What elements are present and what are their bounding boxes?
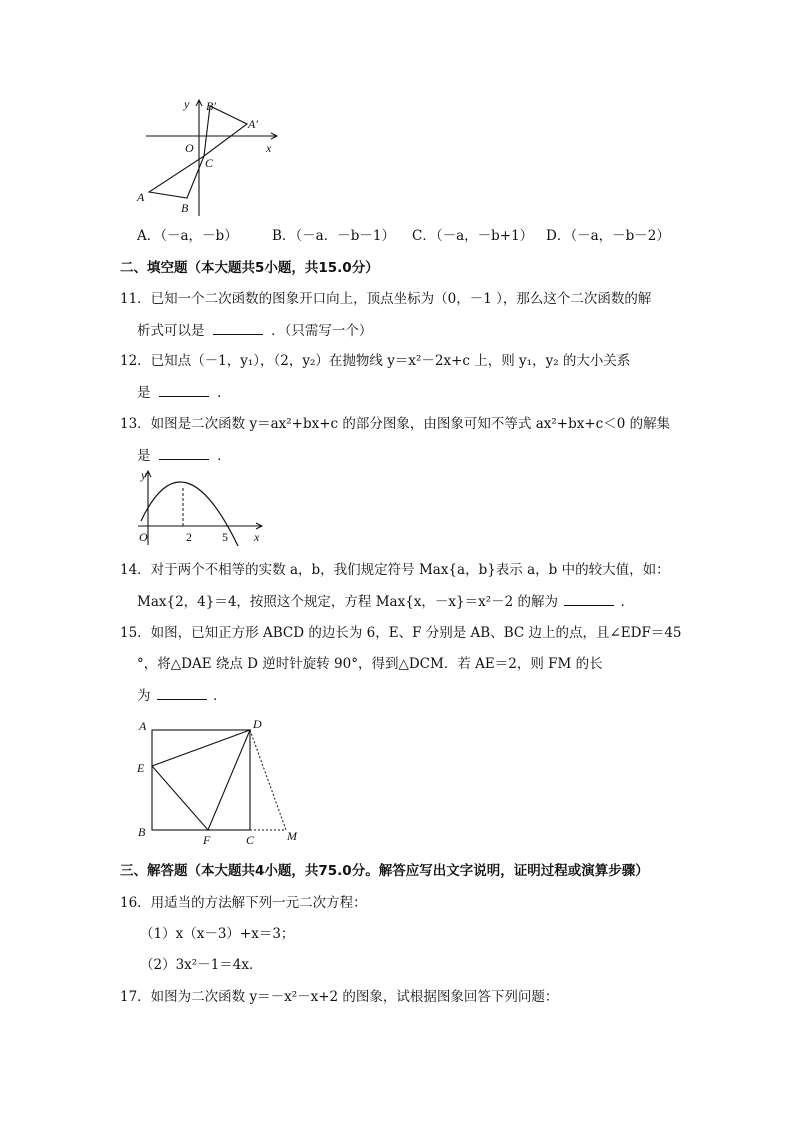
q15-answer-blank[interactable]	[157, 685, 207, 700]
q13-figure	[134, 467, 266, 547]
q12-line2	[137, 382, 231, 403]
triangle-a-prime-b-prime-c	[204, 106, 247, 156]
q13-line1: 13．如图是二次函数 y＝ax²+bx+c 的部分图象，由图象可知不等式 ax²+bx+c＜0 的解集	[120, 416, 671, 432]
label-d: D	[253, 717, 262, 731]
q15-line1: 15．如图，已知正方形 ABCD 的边长为 6，E、F 分别是 AB、BC 边上的点，且∠EDF＝45	[120, 625, 682, 641]
label-f: F	[203, 833, 211, 846]
q10-figure	[134, 94, 284, 218]
square-abcd	[152, 730, 250, 830]
label-c: C	[205, 156, 214, 170]
q16-part2: （2）3x²－1＝4x．	[140, 957, 263, 973]
section3-heading: 三、解答题（本大题共4小题，共75.0分。解答应写出文字说明，证明过程或演算步骤）	[120, 863, 649, 879]
q13-answer-blank[interactable]	[159, 445, 209, 460]
q11-suffix: ．（只需写一个）	[271, 323, 373, 339]
q12-suffix: ．	[217, 385, 231, 401]
q13-prefix: 是	[137, 448, 151, 464]
q17-stem: 17．如图为二次函数 y＝－x²－x+2 的图象，试根据图象回答下列问题：	[120, 989, 559, 1005]
label-a-prime: A′	[248, 117, 258, 131]
q10-option-b: B．（－a．－b－1）	[272, 228, 395, 244]
q15-suffix: ．	[213, 688, 227, 704]
label-y: y	[141, 468, 147, 482]
label-o: O	[139, 530, 148, 544]
triangle-def	[152, 730, 250, 830]
label-b: B	[181, 201, 189, 215]
label-two: 2	[186, 530, 192, 544]
q15-figure	[134, 714, 304, 846]
q14-prefix: Max{2，4}＝4，按照这个规定，方程 Max{x，－x}＝x²－2 的解为	[137, 594, 559, 610]
q11-line2	[137, 320, 372, 341]
q15-line2: °，将△DAE 绕点 D 逆时针旋转 90°，得到△DCM．若 AE＝2，则 FM 的长	[137, 656, 603, 672]
q15-prefix: 为	[137, 688, 151, 704]
label-b-prime: B′	[206, 99, 216, 113]
label-c: C	[246, 833, 255, 846]
label-o: O	[185, 141, 194, 155]
q12-answer-blank[interactable]	[159, 382, 209, 397]
q11-answer-blank[interactable]	[213, 320, 263, 335]
q12-prefix: 是	[137, 385, 151, 401]
q10-option-c: C．（－a，－b+1）	[412, 228, 534, 244]
q14-answer-blank[interactable]	[564, 591, 614, 606]
label-m: M	[287, 829, 297, 843]
q13-line2	[137, 445, 231, 466]
q10-option-a: A．（－a，－b）	[137, 228, 238, 244]
q16-stem: 16．用适当的方法解下列一元二次方程：	[120, 895, 367, 911]
section2-heading: 二、填空题（本大题共5小题，共15.0分）	[120, 260, 379, 276]
label-b: B	[138, 825, 146, 839]
label-a: A	[137, 190, 145, 204]
q16-part1: （1）x（x－3）+x＝3；	[140, 926, 295, 942]
triangle-abc	[149, 156, 204, 198]
q14-suffix: ．	[620, 594, 635, 610]
label-a: A	[139, 719, 147, 733]
label-x: x	[266, 141, 272, 155]
q10-option-d: D．（－a，－b－2）	[546, 228, 670, 244]
q11-prefix: 析式可以是	[137, 323, 205, 339]
q14-line1: 14．对于两个不相等的实数 a，b，我们规定符号 Max{a，b}表示 a，b 中的较大值，如：	[120, 562, 670, 578]
q13-suffix: ．	[217, 448, 231, 464]
label-e: E	[137, 761, 145, 775]
label-y: y	[184, 97, 190, 111]
q14-line2	[137, 591, 634, 612]
label-five: 5	[222, 530, 228, 544]
segment-dm-dotted	[250, 730, 286, 830]
q15-line3	[137, 685, 227, 706]
label-x: x	[254, 530, 260, 544]
q11-line1: 11．已知一个二次函数的图象开口向上，顶点坐标为（0，－1 ），那么这个二次函数的解	[120, 291, 652, 307]
q12-line1: 12．已知点（－1，y₁），（2，y₂）在抛物线 y＝x²－2x+c 上，则 y₁，y₂ 的大小关系	[120, 353, 631, 369]
